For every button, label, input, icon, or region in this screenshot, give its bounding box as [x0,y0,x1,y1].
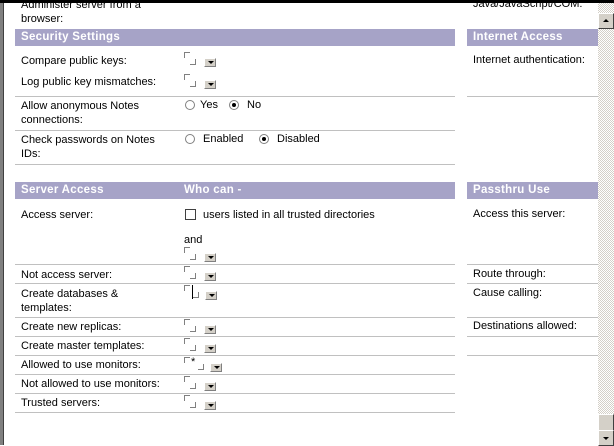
not-access-server-label: Not access server: [21,269,113,281]
dropdown-arrow-icon[interactable] [204,382,216,391]
dropdown-arrow-icon[interactable] [204,401,216,410]
field-close-bracket-icon [198,364,204,370]
row-divider [15,164,455,165]
field-open-bracket-icon [184,319,190,325]
passthru-use-header [467,182,598,199]
passthru-use-title: Passthru Use [473,184,551,196]
create-master-templates-field[interactable] [184,338,220,351]
field-open-bracket-icon [184,266,190,272]
trusted-servers-label: Trusted servers: [21,397,101,409]
field-close-bracket-icon [190,402,196,408]
and-label: and [184,234,203,246]
row-divider [15,374,455,375]
anonymous-yes-radio[interactable] [185,100,195,110]
log-key-mismatches-label: Log public key mismatches: [21,76,157,88]
cause-calling-label: Cause calling: [473,287,543,299]
field-open-bracket-icon [184,247,190,253]
server-access-header [15,182,455,199]
dropdown-arrow-icon[interactable] [204,253,216,262]
row-divider [467,317,598,318]
field-open-bracket-icon [184,74,190,80]
row-divider [15,283,455,284]
log-key-mismatches-field[interactable] [184,74,220,87]
server-access-title: Server Access [21,184,104,196]
create-master-templates-label: Create master templates: [21,340,145,352]
route-through-label: Route through: [473,268,546,280]
passwords-disabled-radio[interactable] [259,134,269,144]
passwords-enabled-label[interactable]: Enabled [203,133,244,145]
administer-from-browser-label: Administer server from a browser: [21,0,141,25]
not-allowed-monitors-field[interactable] [184,376,220,389]
trusted-servers-field[interactable] [184,395,220,408]
allowed-monitors-label: Allowed to use monitors: [21,359,141,371]
scrollbar-thumb[interactable] [598,414,614,431]
who-can-title: Who can - [184,184,242,196]
dropdown-arrow-icon[interactable] [210,363,222,372]
field-open-bracket-icon [184,376,190,382]
compare-public-keys-label: Compare public keys: [21,55,127,67]
check-passwords-label: Check passwords on Notes IDs: [21,134,155,160]
field-open-bracket-icon [184,52,190,58]
scroll-down-arrow-icon[interactable] [598,430,614,446]
java-javascript-com-label: Java/JavaScript/COM: [473,0,583,10]
row-divider [15,412,455,413]
allow-anonymous-label: Allow anonymous Notes connections: [21,100,140,126]
row-divider [467,336,598,337]
row-divider [467,355,598,356]
passwords-disabled-label[interactable]: Disabled [277,133,320,145]
field-open-bracket-icon [184,395,190,401]
dropdown-arrow-icon[interactable] [204,80,216,89]
field-open-bracket-icon [184,338,190,344]
not-access-server-field[interactable] [184,266,220,279]
internet-access-title: Internet Access [473,31,563,43]
scroll-up-arrow-icon[interactable] [598,13,614,29]
allowed-monitors-value: * [191,356,196,368]
security-settings-header [15,29,455,46]
anonymous-no-label[interactable]: No [247,99,262,111]
row-divider [15,130,455,131]
create-databases-label: Create databases & templates: [21,288,119,314]
row-divider [15,393,455,394]
row-divider [15,336,455,337]
dropdown-arrow-icon[interactable] [204,58,216,67]
row-divider [15,96,455,97]
passwords-enabled-radio[interactable] [185,134,195,144]
field-open-bracket-icon [184,357,190,363]
internet-access-header [467,29,598,46]
row-divider [15,317,455,318]
row-divider [467,96,598,97]
access-this-server-label: Access this server: [473,208,566,220]
anonymous-yes-label[interactable]: Yes [200,99,218,111]
field-close-bracket-icon [190,59,196,65]
create-replicas-label: Create new replicas: [21,321,122,333]
dropdown-arrow-icon[interactable] [204,325,216,334]
field-close-bracket-icon [190,254,196,260]
row-divider [15,264,455,265]
access-server-field[interactable] [184,247,220,260]
trusted-directories-checkbox[interactable] [185,209,196,220]
compare-public-keys-field[interactable] [184,52,220,65]
field-open-bracket-icon [184,285,190,291]
window-left-border-inner [3,3,4,445]
field-close-bracket-icon [190,383,196,389]
field-close-bracket-icon [193,292,199,298]
dropdown-arrow-icon[interactable] [204,344,216,353]
internet-authentication-label: Internet authentication: [473,54,585,66]
trusted-directories-label[interactable]: users listed in all trusted directories [203,209,375,221]
row-divider [467,283,598,284]
field-close-bracket-icon [190,273,196,279]
dropdown-arrow-icon[interactable] [204,272,216,281]
create-databases-field[interactable] [184,285,220,298]
create-replicas-field[interactable] [184,319,220,332]
row-divider [15,355,455,356]
row-divider [467,264,598,265]
server-document-form [15,0,598,445]
not-allowed-monitors-label: Not allowed to use monitors: [21,378,160,390]
anonymous-no-radio[interactable] [229,100,239,110]
access-server-label: Access server: [21,209,94,221]
allowed-monitors-field[interactable] [184,357,226,370]
field-close-bracket-icon [190,345,196,351]
field-close-bracket-icon [190,326,196,332]
destinations-allowed-label: Destinations allowed: [473,320,577,332]
vertical-scrollbar[interactable] [598,3,614,445]
dropdown-arrow-icon[interactable] [205,291,217,300]
security-settings-title: Security Settings [21,31,121,43]
field-close-bracket-icon [190,81,196,87]
